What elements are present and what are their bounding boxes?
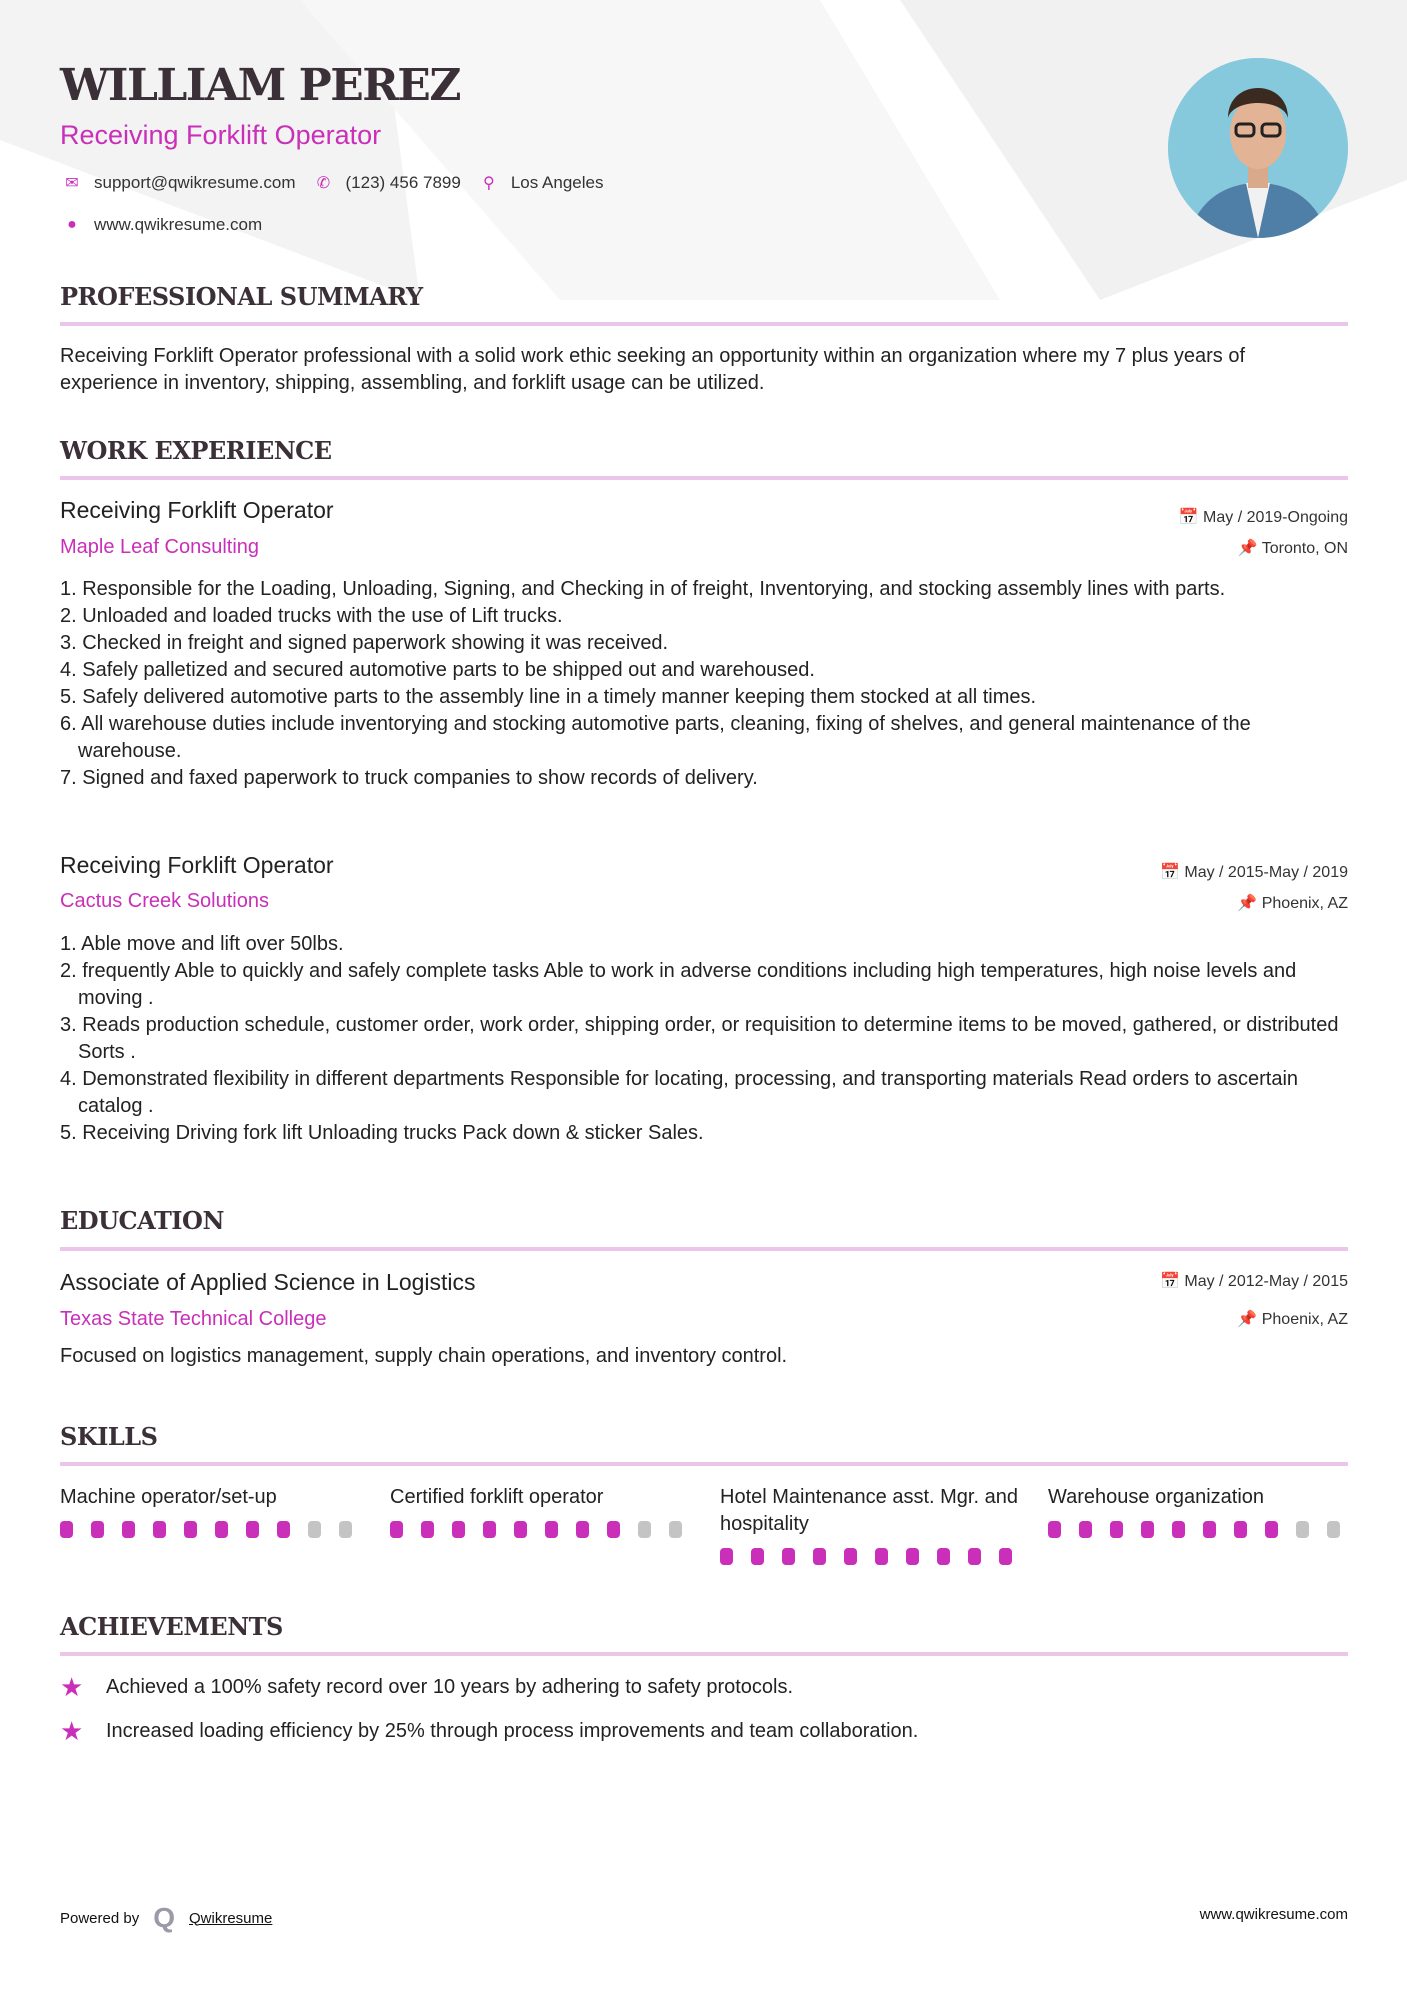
rating-dot-filled [122, 1521, 135, 1538]
location-icon: ⚲ [482, 175, 495, 192]
job-responsibilities [60, 931, 1348, 1147]
job-company: Cactus Creek Solutions [60, 890, 269, 912]
rating-dot-filled [545, 1521, 558, 1538]
list-item: 2. frequently Able to quickly and safely complete tasks Able to work in adverse conditions including high temperatures, high noise levels and moving . [60, 960, 1297, 1009]
job-responsibilities [60, 576, 1348, 792]
rating-dot-empty [669, 1521, 682, 1538]
rating-dot-empty [308, 1521, 321, 1538]
brand-link[interactable]: Qwikresume [189, 1909, 273, 1927]
rating-dot-filled [906, 1548, 919, 1565]
rating-dot-filled [875, 1548, 888, 1565]
section-heading-summary: PROFESSIONAL SUMMARY [60, 282, 423, 311]
rating-dot-filled [782, 1548, 795, 1565]
job-title: Receiving Forklift Operator [60, 852, 334, 878]
pin-icon: 📌 [1237, 1311, 1262, 1328]
rating-dot-filled [576, 1521, 589, 1538]
education-description: Focused on logistics management, supply chain operations, and inventory control. [60, 1345, 788, 1367]
rating-dot-filled [1265, 1521, 1278, 1538]
rating-dot-filled [720, 1548, 733, 1565]
rating-dot-filled [1079, 1521, 1092, 1538]
rating-dot-filled [844, 1548, 857, 1565]
job-company: Maple Leaf Consulting [60, 536, 260, 558]
rating-dot-filled [184, 1521, 197, 1538]
education-date [1160, 1271, 1348, 1291]
skill-name: Hotel Maintenance asst. Mgr. and hospitality [720, 1486, 1018, 1535]
list-item: 7. Signed and faxed paperwork to truck companies to show records of delivery. [60, 767, 758, 789]
list-item: 3. Reads production schedule, customer order, work order, shipping order, or requisition to determine items to be moved, gathered, or distributed Sorts . [60, 1014, 1339, 1063]
rating-dot-filled [421, 1521, 434, 1538]
rating-dot-empty [339, 1521, 352, 1538]
education-date-text: May / 2012-May / 2015 [1184, 1273, 1348, 1290]
rating-dot-filled [999, 1548, 1012, 1565]
pin-icon: 📌 [1237, 540, 1262, 557]
job-location-text: Toronto, ON [1261, 540, 1348, 557]
skill-name: Machine operator/set-up [60, 1486, 277, 1508]
location: Los Angeles [510, 173, 604, 192]
rating-dot-filled [390, 1521, 403, 1538]
powered-by-label: Powered by [60, 1909, 140, 1927]
achievement-item [60, 1716, 918, 1747]
rating-dot-empty [1296, 1521, 1309, 1538]
rating-dot-filled [215, 1521, 228, 1538]
phone: (123) 456 7899 [345, 173, 461, 192]
skill-rating [720, 1548, 1020, 1565]
footer-left [60, 1902, 272, 1934]
rating-dot-filled [607, 1521, 620, 1538]
star-icon: ★ [60, 1716, 84, 1746]
footer-website[interactable]: www.qwikresume.com [1199, 1906, 1348, 1923]
list-item: 6. All warehouse duties include inventorying and stocking automotive parts, cleaning, fixing of shelves, and general maintenance of the warehouse. [60, 713, 1251, 762]
list-item: 1. Able move and lift over 50lbs. [60, 933, 344, 955]
rating-dot-filled [1110, 1521, 1123, 1538]
skill-rating [390, 1521, 690, 1538]
rating-dot-empty [1327, 1521, 1340, 1538]
rating-dot-filled [514, 1521, 527, 1538]
email[interactable]: support@qwikresume.com [94, 173, 296, 192]
list-item: 3. Checked in freight and signed paperwork showing it was received. [60, 632, 669, 654]
education-location [1237, 1309, 1348, 1329]
list-item: 5. Receiving Driving fork lift Unloading trucks Pack down & sticker Sales. [60, 1122, 704, 1144]
list-item: 4. Safely palletized and secured automotive parts to be shipped out and warehoused. [60, 659, 815, 681]
phone-icon: ✆ [316, 175, 331, 192]
candidate-title: Receiving Forklift Operator [60, 120, 382, 150]
job-title: Receiving Forklift Operator [60, 497, 334, 523]
job-location-text: Phoenix, AZ [1261, 895, 1348, 912]
rating-dot-filled [452, 1521, 465, 1538]
degree: Associate of Applied Science in Logistics [60, 1269, 476, 1295]
star-icon: ★ [60, 1672, 84, 1702]
list-item: 4. Demonstrated flexibility in different departments Responsible for locating, processing, and transporting materials Read orders to ascertain catalog . [60, 1068, 1299, 1117]
divider [60, 1462, 1348, 1466]
skill-rating [60, 1521, 360, 1538]
achievement-item [60, 1672, 793, 1703]
pin-icon: 📌 [1237, 895, 1262, 912]
contact-row [60, 173, 603, 193]
divider [60, 1652, 1348, 1656]
divider [60, 476, 1348, 480]
education-location-text: Phoenix, AZ [1261, 1311, 1348, 1328]
job-location [1238, 538, 1348, 558]
rating-dot-filled [60, 1521, 73, 1538]
candidate-name: WILLIAM PEREZ [60, 60, 460, 111]
rating-dot-filled [277, 1521, 290, 1538]
rating-dot-filled [937, 1548, 950, 1565]
achievement-text: Increased loading efficiency by 25% through process improvements and team collaboration. [106, 1720, 919, 1742]
summary-text: Receiving Forklift Operator professional with a solid work ethic seeking an opportunity within an organization where my 7 plus years of experience in inventory, shipping, assembling, and forklift usage can be utilized. [60, 345, 1246, 394]
skill-item [1048, 1484, 1348, 1538]
skill-item [720, 1484, 1020, 1565]
rating-dot-filled [1203, 1521, 1216, 1538]
divider [60, 1247, 1348, 1251]
list-item: 2. Unloaded and loaded trucks with the use of Lift trucks. [60, 605, 563, 627]
rating-dot-filled [483, 1521, 496, 1538]
globe-icon: ● [67, 216, 77, 233]
email-icon: ✉ [65, 175, 79, 192]
school: Texas State Technical College [60, 1308, 327, 1330]
website[interactable]: www.qwikresume.com [94, 215, 263, 234]
rating-dot-filled [968, 1548, 981, 1565]
job-date-text: May / 2015-May / 2019 [1184, 864, 1348, 881]
skill-rating [1048, 1521, 1348, 1538]
rating-dot-empty [638, 1521, 651, 1538]
job-date [1160, 862, 1348, 882]
website-row [60, 215, 262, 235]
list-item: 1. Responsible for the Loading, Unloading, Signing, and Checking in of freight, Inventorying, and stocking assembly lines with parts. [60, 578, 1226, 600]
job-location [1237, 893, 1348, 913]
rating-dot-filled [1048, 1521, 1061, 1538]
rating-dot-filled [813, 1548, 826, 1565]
qwikresume-logo-icon: Q [153, 1902, 175, 1933]
job-date [1179, 507, 1348, 527]
section-heading-experience: WORK EXPERIENCE [60, 436, 332, 465]
rating-dot-filled [1141, 1521, 1154, 1538]
skill-name: Certified forklift operator [390, 1486, 604, 1508]
section-heading-skills: SKILLS [60, 1422, 158, 1451]
rating-dot-filled [153, 1521, 166, 1538]
achievement-text: Achieved a 100% safety record over 10 years by adhering to safety protocols. [106, 1676, 794, 1698]
rating-dot-filled [246, 1521, 259, 1538]
skill-item [60, 1484, 360, 1538]
calendar-icon: 📅 [1159, 1273, 1185, 1290]
job-date-text: May / 2019-Ongoing [1203, 509, 1348, 526]
skill-item [390, 1484, 690, 1538]
section-heading-education: EDUCATION [60, 1206, 224, 1235]
avatar [1168, 58, 1348, 238]
skill-name: Warehouse organization [1048, 1486, 1265, 1508]
rating-dot-filled [91, 1521, 104, 1538]
rating-dot-filled [1234, 1521, 1247, 1538]
calendar-icon: 📅 [1178, 509, 1204, 526]
rating-dot-filled [751, 1548, 764, 1565]
section-heading-achievements: ACHIEVEMENTS [60, 1612, 283, 1641]
list-item: 5. Safely delivered automotive parts to the assembly line in a timely manner keeping them stocked at all times. [60, 686, 1037, 708]
rating-dot-filled [1172, 1521, 1185, 1538]
divider [60, 322, 1348, 326]
calendar-icon: 📅 [1159, 864, 1185, 881]
